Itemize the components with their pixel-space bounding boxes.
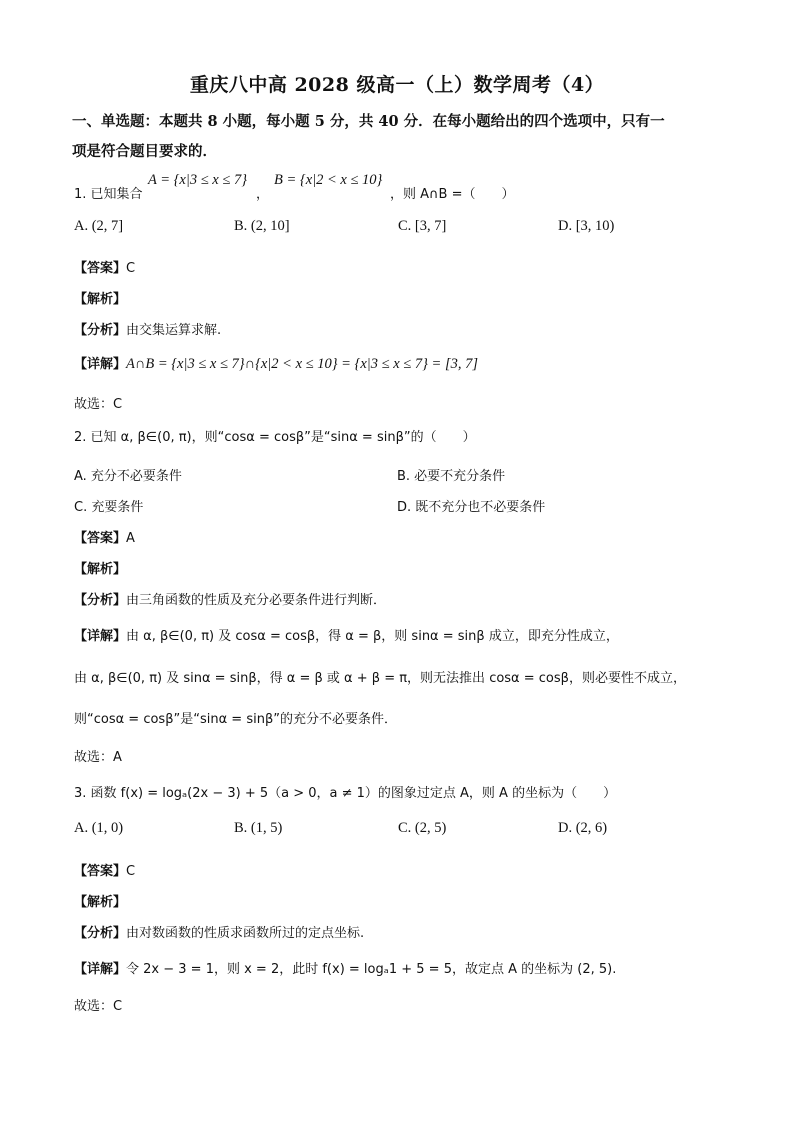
q2-option-d: D. 既不充分也不必要条件	[397, 500, 546, 515]
q1-stem-tail: ，则 A∩B =（ ）	[390, 187, 515, 202]
q3-option-d: D. (2, 6)	[558, 820, 608, 836]
q1-choose	[74, 393, 122, 412]
q2-option-c: C. 充要条件	[74, 500, 144, 515]
q3-answer	[74, 860, 135, 879]
q3-choose	[74, 995, 122, 1014]
q1-option-c: C. [3, 7]	[398, 218, 447, 234]
q2-detail-line1	[74, 625, 619, 644]
q3-option-a: A. (1, 0)	[74, 820, 124, 836]
q3-option-b: B. (1, 5)	[234, 820, 283, 836]
choose-label: 故选：	[74, 397, 114, 412]
q3-fenxi	[74, 922, 364, 941]
fenxi-label: 【分析】	[74, 926, 127, 941]
q2-answer-value: A	[126, 531, 135, 546]
q3-answer-value: C	[126, 864, 136, 879]
q1-detail	[74, 353, 478, 373]
section-heading-line2: 项是符合题目要求的．	[72, 143, 217, 160]
section-heading-line1: 一、单选题：本题共 8 小题，每小题 5 分，共 40 分．在每小题给出的四个选项中，只有一	[72, 113, 665, 130]
q1-analysis-label: 【解析】	[74, 292, 127, 307]
q1-set-b: B = {x|2 < x ≤ 10}	[274, 172, 383, 188]
detail-label: 【详解】	[74, 629, 127, 644]
answer-label: 【答案】	[74, 261, 127, 276]
page-title: 重庆八中高 2028 级高一（上）数学周考（4）	[189, 74, 605, 96]
fenxi-label: 【分析】	[74, 323, 127, 338]
q1-option-d: D. [3, 10)	[558, 218, 615, 234]
q1-option-a: A. (2, 7]	[74, 218, 124, 234]
q1-comma: ，	[256, 187, 270, 202]
q1-choose-value: C	[113, 397, 123, 412]
q3-detail-text: 令 2x − 3 = 1，则 x = 2，此时 f(x) = logₐ1 + 5 = 5，故定点 A 的坐标为 (2, 5).	[126, 962, 617, 977]
detail-label: 【详解】	[74, 357, 127, 372]
q3-analysis-label: 【解析】	[74, 895, 127, 910]
q1-fenxi	[74, 319, 221, 338]
q2-option-b: B. 必要不充分条件	[397, 469, 506, 484]
answer-label: 【答案】	[74, 864, 127, 879]
q2-detail-text-1: 由 α, β∈(0, π) 及 cosα = cosβ，得 α = β，则 sinα = sinβ 成立，即充分性成立，	[126, 629, 619, 644]
q2-stem: 2. 已知 α, β∈(0, π)，则“cosα = cosβ”是“sinα = sinβ”的（ ）	[74, 430, 476, 445]
q2-option-a: A. 充分不必要条件	[74, 469, 182, 484]
q1-fenxi-text: 由交集运算求解.	[126, 323, 222, 338]
q2-choose-value: A	[113, 750, 122, 765]
q1-stem-prefix: 1. 已知集合	[74, 187, 143, 202]
q1-set-a: A = {x|3 ≤ x ≤ 7}	[148, 172, 248, 188]
choose-label: 故选：	[74, 999, 114, 1014]
q2-fenxi-text: 由三角函数的性质及充分必要条件进行判断．	[126, 593, 387, 608]
q2-analysis-label: 【解析】	[74, 562, 127, 577]
q3-stem: 3. 函数 f(x) = logₐ(2x − 3) + 5（a > 0，a ≠ 1）的图象过定点 A，则 A 的坐标为（ ）	[74, 786, 617, 801]
q1-answer-value: C	[126, 261, 136, 276]
choose-label: 故选：	[74, 750, 114, 765]
q2-answer	[74, 527, 135, 546]
q1-answer	[74, 257, 135, 276]
q3-detail	[74, 958, 616, 977]
q3-option-c: C. (2, 5)	[398, 820, 447, 836]
fenxi-label: 【分析】	[74, 593, 127, 608]
detail-label: 【详解】	[74, 962, 127, 977]
q3-choose-value: C	[113, 999, 123, 1014]
q1-detail-text: A∩B = {x|3 ≤ x ≤ 7}∩{x|2 < x ≤ 10} = {x|3 ≤ x ≤ 7} = [3, 7]	[126, 356, 479, 372]
q2-detail-line2: 由 α, β∈(0, π) 及 sinα = sinβ，得 α = β 或 α + β = π，则无法推出 cosα = cosβ，则必要性不成立，	[74, 671, 686, 686]
q1-option-b: B. (2, 10]	[234, 218, 290, 234]
answer-label: 【答案】	[74, 531, 127, 546]
q2-choose	[74, 746, 122, 765]
q2-detail-line3: 则“cosα = cosβ”是“sinα = sinβ”的充分不必要条件．	[74, 712, 397, 727]
q3-fenxi-text: 由对数函数的性质求函数所过的定点坐标.	[126, 926, 365, 941]
q2-fenxi	[74, 589, 386, 608]
